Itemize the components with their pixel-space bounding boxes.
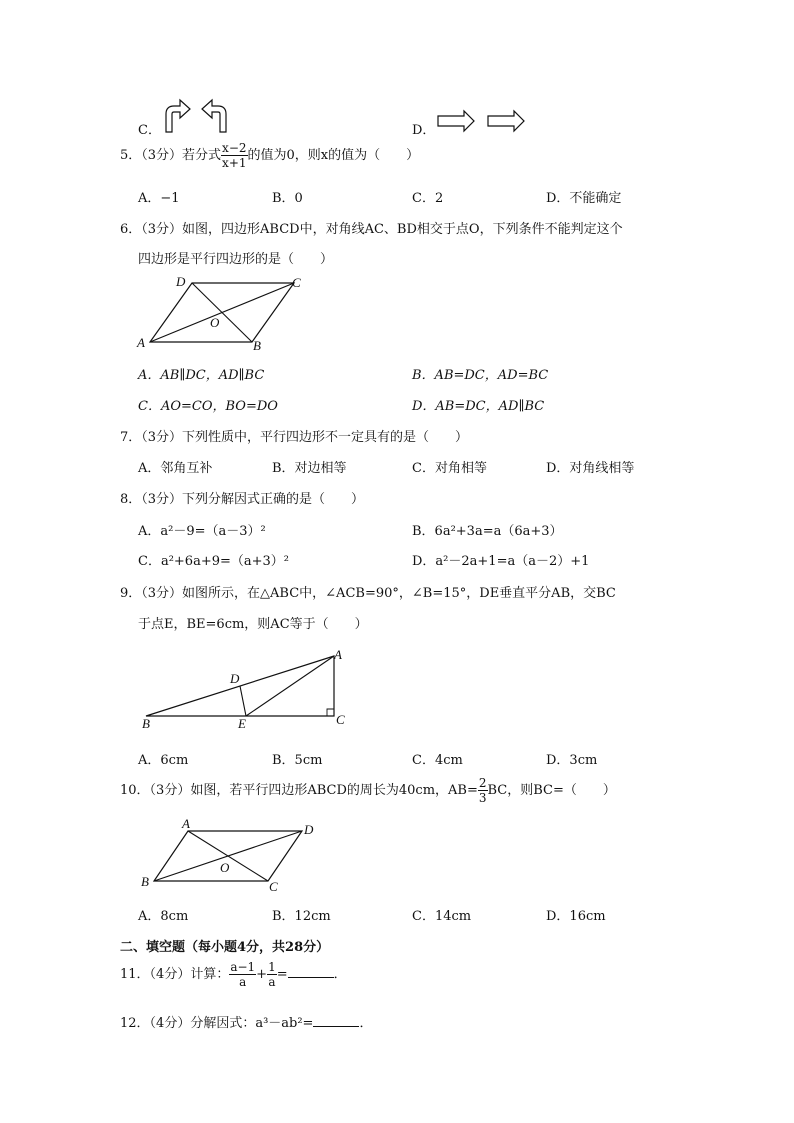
q12-stem: [120, 1012, 372, 1031]
q4-option-c-label: C．: [138, 123, 161, 138]
q9-label-c: C: [336, 712, 345, 727]
q10-label-d: D: [304, 822, 314, 837]
q6-label-c: C: [292, 275, 301, 290]
q6-option-a: A．AB∥DC，AD∥BC: [138, 368, 265, 383]
q9-option-a: A．6cm: [138, 753, 189, 768]
q6-label-b: B: [253, 338, 261, 352]
section-title-fill-in: 二、填空题（每小题4分，共28分）: [120, 940, 330, 955]
q5-option-a: A．−1: [138, 191, 180, 206]
q5-prefix: 5．（3分）若分式: [120, 148, 222, 163]
q10-suffix: BC，则BC=（ ）: [487, 783, 616, 798]
q8-option-a: A．a²－9=（a－3）²: [138, 524, 266, 539]
q10-option-a: A．8cm: [138, 909, 189, 924]
q9-label-e: E: [238, 716, 246, 731]
q9-label-b: B: [142, 716, 150, 731]
q10-frac-den: 3: [478, 791, 487, 805]
q4-option-c-arrows-figure: [160, 98, 232, 134]
q7-option-b: B．对边相等: [272, 461, 347, 476]
q5-fraction: [221, 141, 247, 170]
q8-stem: 8．（3分）下列分解因式正确的是（ ）: [120, 492, 365, 507]
q6-label-d: D: [176, 274, 186, 289]
q11-stem: [120, 960, 347, 989]
q11-frac1-den: a: [239, 975, 247, 989]
q11-fraction-2: [267, 960, 277, 989]
q5-suffix: 的值为0，则x的值为（ ）: [247, 148, 420, 163]
q10-stem: [120, 776, 616, 805]
q10-label-o: O: [220, 860, 230, 875]
q5-option-b: B．0: [272, 191, 303, 206]
q5-stem: [120, 141, 419, 170]
q9-label-d: D: [230, 671, 240, 686]
q9-stem-line1: 9．（3分）如图所示，在△ABC中，∠ACB=90°，∠B=15°，DE垂直平分AB，交BC: [120, 586, 616, 601]
q6-label-o: O: [210, 315, 220, 330]
q10-parallelogram-figure: [136, 814, 326, 894]
q9-option-d: D．3cm: [546, 753, 598, 768]
q6-parallelogram-figure: [134, 272, 314, 352]
q11-equals: =: [276, 967, 288, 982]
q5-option-c: C．2: [412, 191, 444, 206]
q11-frac2-den: a: [268, 975, 276, 989]
q6-stem-line1: 6．（3分）如图，四边形ABCD中，对角线AC、BD相交于点O，下列条件不能判定这个: [120, 222, 623, 237]
q11-prefix: 11．（4分）计算：: [120, 967, 230, 982]
q10-label-a: A: [182, 816, 190, 831]
q11-plus: +: [256, 967, 268, 982]
q9-option-c: C．4cm: [412, 753, 463, 768]
q5-frac-num: x−2: [222, 141, 247, 155]
q6-option-b: B．AB=DC，AD=BC: [412, 368, 549, 383]
q10-option-b: B．12cm: [272, 909, 331, 924]
q6-stem-line2: 四边形是平行四边形的是（ ）: [138, 252, 334, 267]
q10-fraction: [478, 776, 488, 805]
q5-frac-den: x+1: [222, 156, 247, 170]
q4-option-d-label: D．: [412, 123, 436, 138]
q10-label-c: C: [269, 879, 278, 894]
q12-answer-blank[interactable]: [313, 1014, 359, 1027]
q9-label-a: A: [334, 647, 342, 662]
q6-label-a: A: [137, 335, 145, 350]
q10-prefix: 10．（3分）如图，若平行四边形ABCD的周长为40cm，AB=: [120, 783, 478, 798]
q11-end: ．: [333, 967, 347, 982]
q7-option-d: D．对角线相等: [546, 461, 635, 476]
q6-option-d: D．AB=DC，AD∥BC: [412, 399, 545, 414]
q12-end: ．: [359, 1016, 373, 1031]
q11-answer-blank[interactable]: [288, 965, 334, 978]
q8-option-c: C．a²+6a+9=（a+3）²: [138, 554, 290, 569]
q10-option-c: C．14cm: [412, 909, 472, 924]
q6-option-c: C．AO=CO，BO=DO: [138, 399, 278, 414]
q10-label-b: B: [141, 874, 149, 889]
q11-fraction-1: [229, 960, 256, 989]
q10-frac-num: 2: [478, 776, 487, 790]
q12-text: 12．（4分）分解因式：a³－ab²=: [120, 1016, 314, 1031]
q11-frac1-num: a−1: [230, 960, 256, 974]
q9-option-b: B．5cm: [272, 753, 323, 768]
q9-triangle-figure: [136, 644, 356, 734]
q5-option-d: D．不能确定: [546, 191, 622, 206]
q7-option-a: A．邻角互补: [138, 461, 213, 476]
q7-stem: 7．（3分）下列性质中，平行四边形不一定具有的是（ ）: [120, 430, 469, 445]
q4-option-d-arrows-figure: [436, 108, 528, 134]
q8-option-b: B．6a²+3a=a（6a+3）: [412, 524, 563, 539]
q10-option-d: D．16cm: [546, 909, 606, 924]
q9-stem-line2: 于点E，BE=6cm，则AC等于（ ）: [138, 617, 368, 632]
q8-option-d: D．a²－2a+1=a（a－2）+1: [412, 554, 590, 569]
q7-option-c: C．对角相等: [412, 461, 487, 476]
q11-frac2-num: 1: [268, 960, 276, 974]
